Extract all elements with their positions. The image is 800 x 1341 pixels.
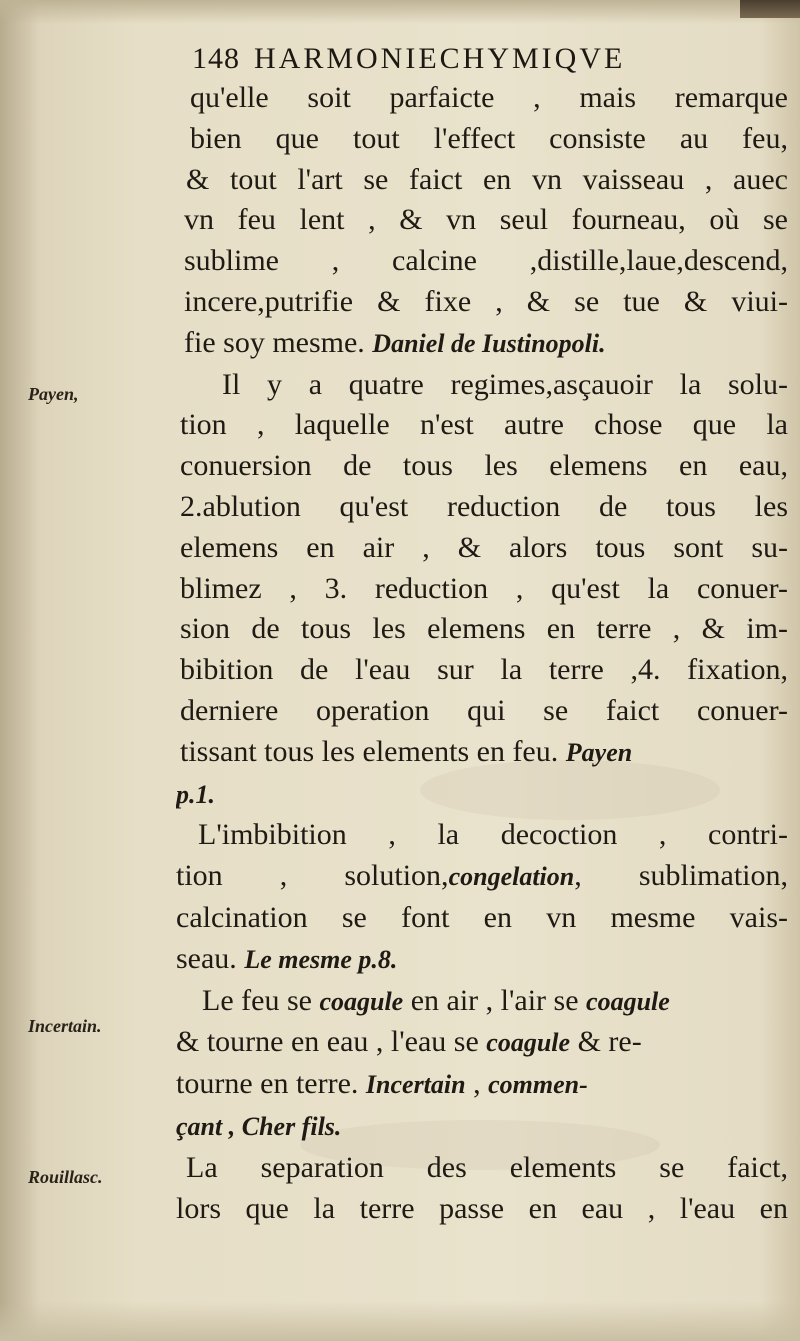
text-line: qu'elle soit parfaicte , mais remarque [190,81,788,114]
text-line: blimez , 3. reduction , qu'est la conuer- [180,571,788,605]
paragraph-coagule [176,981,788,1148]
text-line: bibition de l'eau sur la terre ,4. fixation, [180,653,788,687]
page-header [192,42,782,76]
text-line: & tourne en eau , l'eau se coagule & re- [176,1025,642,1059]
text-line: seau. Le mesme p.8. [176,941,398,975]
source-citation: Incertain [365,1070,466,1100]
text-line: lors que la terre passe en eau , l'eau en [176,1191,788,1225]
text-line: derniere operation qui se faict conuer- [180,693,788,727]
running-title: HARMONIECHYMIQVE [254,42,626,75]
page-corner-shadow [740,0,800,18]
text-line: calcination se font en vn mesme vais- [176,900,788,934]
paragraph-imbibition [176,815,788,980]
margin-note-rouillasc: Rouillasc. [28,1167,103,1187]
text-line: L'imbibition , la decoction , contri- [198,818,788,852]
paragraph-payen [176,365,788,816]
text-line: conuersion de tous les elemens en eau, [180,449,788,483]
text-line: bien que tout l'effect consiste au feu, [190,121,788,155]
text-line: tion , laquelle n'est autre chose que la [180,408,788,442]
text-line: Le feu se coagule en air , l'air se coagule [202,983,670,1017]
text-line [176,774,788,816]
text-line: incere,putrifie & fixe , & se tue & viui- [184,284,788,318]
text-line: sublime , calcine ,distille,laue,descend, [184,244,788,278]
body-text [176,78,788,1229]
text-line: & tout l'art se faict en vn vaisseau , auec [186,162,788,196]
text-line: tourne en terre. Incertain , commen- [176,1067,588,1101]
source-citation: Daniel de Iustinopoli. [372,328,606,358]
page-number: 148 [192,42,240,75]
paragraph-daniel [176,78,788,365]
text-line: elemens en air , & alors tous sont su- [180,530,788,564]
text-line: çant , Cher fils. [176,1111,342,1141]
margin-note-incertain: Incertain. [28,1016,102,1036]
paragraph-separation [176,1148,788,1230]
source-citation: Le mesme p.8. [244,944,398,974]
text-line: La separation des elements se faict, [186,1150,788,1184]
text-line: tion , solution,congelation, sublimation, [176,859,788,893]
text-line: 2.ablution qu'est reduction de tous les [180,489,788,523]
text-line: Il y a quatre regimes,asçauoir la solu- [222,367,788,401]
text-line: fie soy mesme. Daniel de Iustinopoli. [184,325,606,359]
source-citation: p.1. [176,779,215,809]
text-line: sion de tous les elemens en terre , & im- [180,612,788,646]
text-line: tissant tous les elements en feu. Payen [180,734,633,768]
text-line: vn feu lent , & vn seul fourneau, où se [184,203,788,237]
source-citation: Payen [565,737,633,767]
margin-note-payen: Payen, [28,384,79,404]
